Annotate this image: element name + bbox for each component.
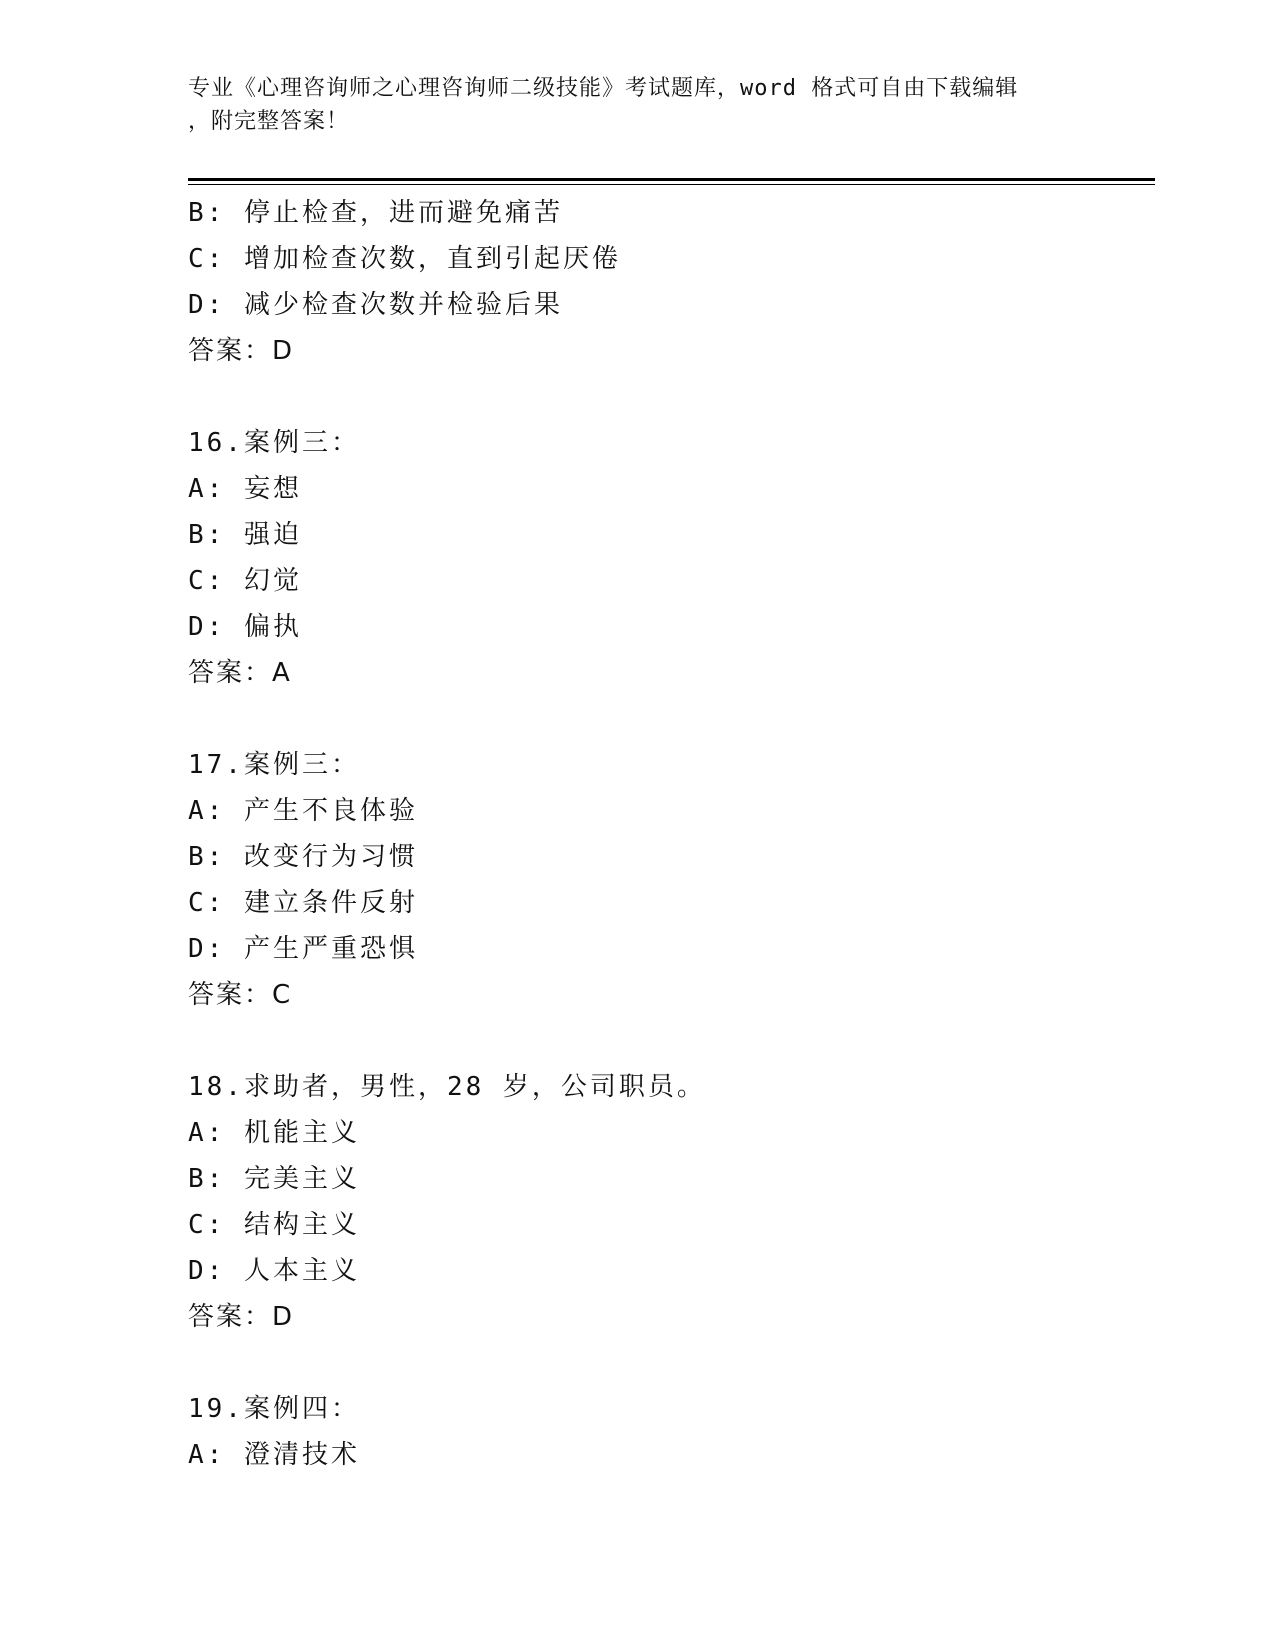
option-a: A: 澄清技术 (188, 1440, 360, 1470)
question-16: 16.案例三： (188, 428, 360, 458)
question-17: 17.案例三： (188, 750, 360, 780)
option-d: D: 减少检查次数并检验后果 (188, 290, 563, 320)
answer-line: 答案：D (188, 1302, 295, 1332)
header-line-2: ，附完整答案！ (188, 109, 350, 134)
answer-line: 答案：D (188, 336, 295, 366)
option-b: B: 改变行为习惯 (188, 842, 418, 872)
question-block (188, 190, 1148, 374)
question-list (188, 190, 1148, 1478)
header-divider-thin (188, 184, 1155, 185)
question-block (188, 1064, 1148, 1340)
question-19: 19.案例四： (188, 1394, 360, 1424)
header-divider-thick (188, 178, 1155, 181)
question-block (188, 420, 1148, 696)
document-header (188, 72, 1088, 138)
option-a: A: 妄想 (188, 474, 302, 504)
answer-line: 答案：C (188, 980, 293, 1010)
option-a: A: 机能主义 (188, 1118, 360, 1148)
option-c: C: 幻觉 (188, 566, 302, 596)
option-c: C: 结构主义 (188, 1210, 360, 1240)
question-18: 18.求助者，男性，28 岁，公司职员。 (188, 1072, 706, 1102)
question-block (188, 1386, 1148, 1478)
option-b: B: 强迫 (188, 520, 302, 550)
option-c: C: 建立条件反射 (188, 888, 418, 918)
option-d: D: 偏执 (188, 612, 302, 642)
option-a: A: 产生不良体验 (188, 796, 418, 826)
option-c: C: 增加检查次数，直到引起厌倦 (188, 244, 621, 274)
option-b: B: 完美主义 (188, 1164, 360, 1194)
question-block (188, 742, 1148, 1018)
option-b: B: 停止检查，进而避免痛苦 (188, 198, 563, 228)
header-line-1: 专业《心理咨询师之心理咨询师二级技能》考试题库，word 格式可自由下载编辑 (188, 76, 1019, 101)
option-d: D: 人本主义 (188, 1256, 360, 1286)
option-d: D: 产生严重恐惧 (188, 934, 418, 964)
answer-line: 答案：A (188, 658, 292, 688)
